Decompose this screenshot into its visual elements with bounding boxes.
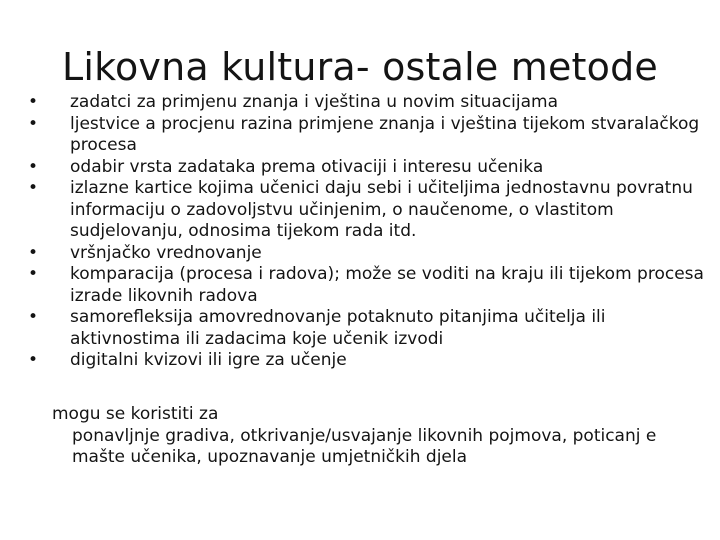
bullet-item: [18, 92, 708, 114]
bullet-icon: •: [28, 242, 39, 263]
bullet-icon: •: [28, 307, 39, 327]
bullet-text: odabir vrsta zadataka prema otivaciji i interesu učenika: [70, 156, 544, 177]
bullet-item: [18, 264, 708, 307]
bullet-text: digitalni kvizovi ili igre za učenje: [70, 350, 347, 370]
bullet-text: vršnjačko vrednovanje: [70, 242, 262, 263]
bullet-item: [18, 178, 708, 243]
closing-lead: mogu se koristiti za: [52, 404, 219, 424]
bullet-item: [18, 157, 708, 179]
bullet-text: zadatci za primjenu znanja i vještina u novim situacijama: [70, 92, 559, 112]
bullet-icon: •: [28, 92, 39, 112]
bullet-icon: •: [28, 264, 39, 284]
bullet-text: samorefleksija amovrednovanje potaknuto pitanjima učitelja ili aktivnostima ili zadacima koje učenik izvodi: [70, 307, 606, 349]
bullet-icon: •: [28, 178, 39, 198]
bullet-text: komparacija (procesa i radova); može se voditi na kraju ili tijekom procesa izrade likovnih radova: [70, 264, 704, 306]
bullet-icon: •: [28, 350, 39, 370]
bullet-item: [18, 243, 708, 265]
bullet-icon: •: [28, 156, 39, 177]
bullet-text: ljestvice a procjenu razina primjene znanja i vještina tijekom stvaralačkog procesa: [70, 113, 700, 155]
bullet-text: izlazne kartice kojima učenici daju sebi i učiteljima jednostavnu povratnu informaciju o zadovoljstvu učinjenim, o naučenome, o vlastitom sudjelovanju, odnosima tijekom rada itd.: [70, 178, 693, 241]
bullet-list: [18, 92, 708, 372]
bullet-item: [18, 350, 708, 372]
bullet-item: [18, 114, 708, 157]
closing-text: ponavljnje gradiva, otkrivanje/usvajanje likovnih pojmova, poticanj e mašte učenika, upoznavanje umjetničkih djela: [72, 425, 657, 467]
closing-paragraph: [52, 404, 692, 469]
bullet-item: [18, 307, 708, 350]
bullet-icon: •: [28, 113, 39, 134]
slide-title: Likovna kultura- ostale metode: [61, 45, 659, 89]
